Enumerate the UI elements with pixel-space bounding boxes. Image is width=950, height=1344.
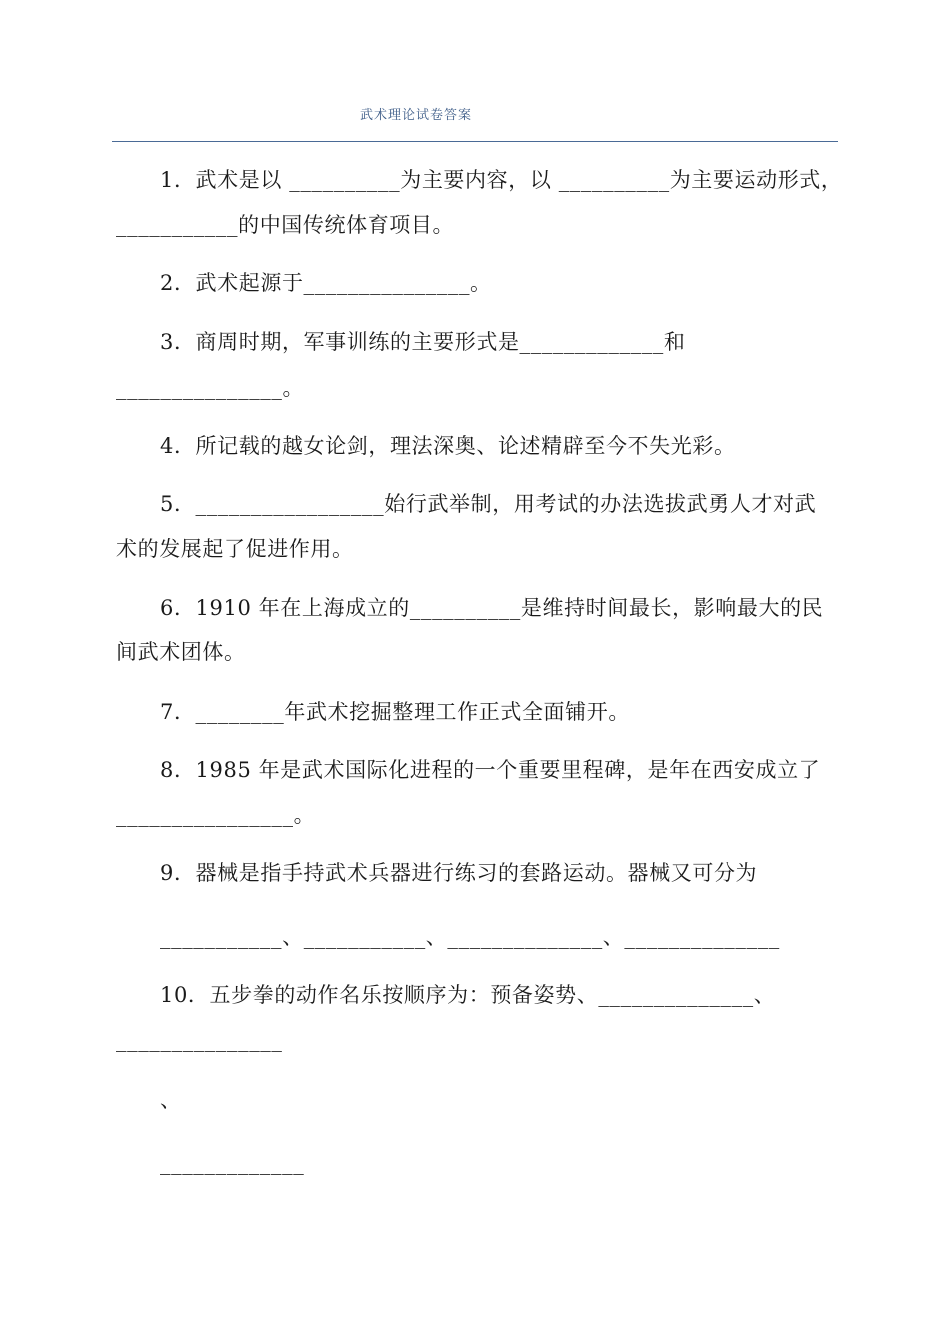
question-1-line-1: 1．武术是以 __________为主要内容，以 __________为主要运动形式， [160,168,843,192]
question-5-line-2: 术的发展起了促进作用。 [116,537,354,561]
question-3-line-2: _______________。 [116,376,305,400]
page-header-title: 武术理论试卷答案 [360,108,473,123]
question-5-line-1: 5．_________________始行武举制，用考试的办法选拔武勇人才对武 [160,492,817,516]
question-10-line-4: _____________ [160,1151,305,1175]
question-1-line-2: ___________的中国传统体育项目。 [116,213,455,237]
header-divider [112,141,838,142]
question-3-line-1: 3．商周时期，军事训练的主要形式是_____________和 [160,330,686,354]
question-8-line-2: ________________。 [116,803,316,827]
question-8-line-1: 8．1985 年是武术国际化进程的一个重要里程碑，是年在西安成立了 [160,758,821,782]
question-7-line-1: 7．________年武术挖掘整理工作正式全面铺开。 [160,700,630,724]
question-9-line-1: 9．器械是指手持武术兵器进行练习的套路运动。器械又可分为 [160,861,758,885]
question-2-line-1: 2．武术起源于_______________。 [160,271,492,295]
question-10-line-3: 、 [160,1088,182,1112]
question-4-line-1: 4．所记载的越女论剑，理法深奥、论述精辟至今不失光彩。 [160,434,736,458]
question-10-line-2: _______________ [116,1028,283,1052]
question-9-blanks: ___________、___________、______________、______________ [160,925,780,949]
question-6-line-2: 间武术团体。 [116,640,246,664]
question-6-line-1: 6．1910 年在上海成立的__________是维持时间最长，影响最大的民 [160,596,824,620]
question-10-line-1: 10．五步拳的动作名乐按顺序为：预备姿势、______________、 [160,983,776,1007]
